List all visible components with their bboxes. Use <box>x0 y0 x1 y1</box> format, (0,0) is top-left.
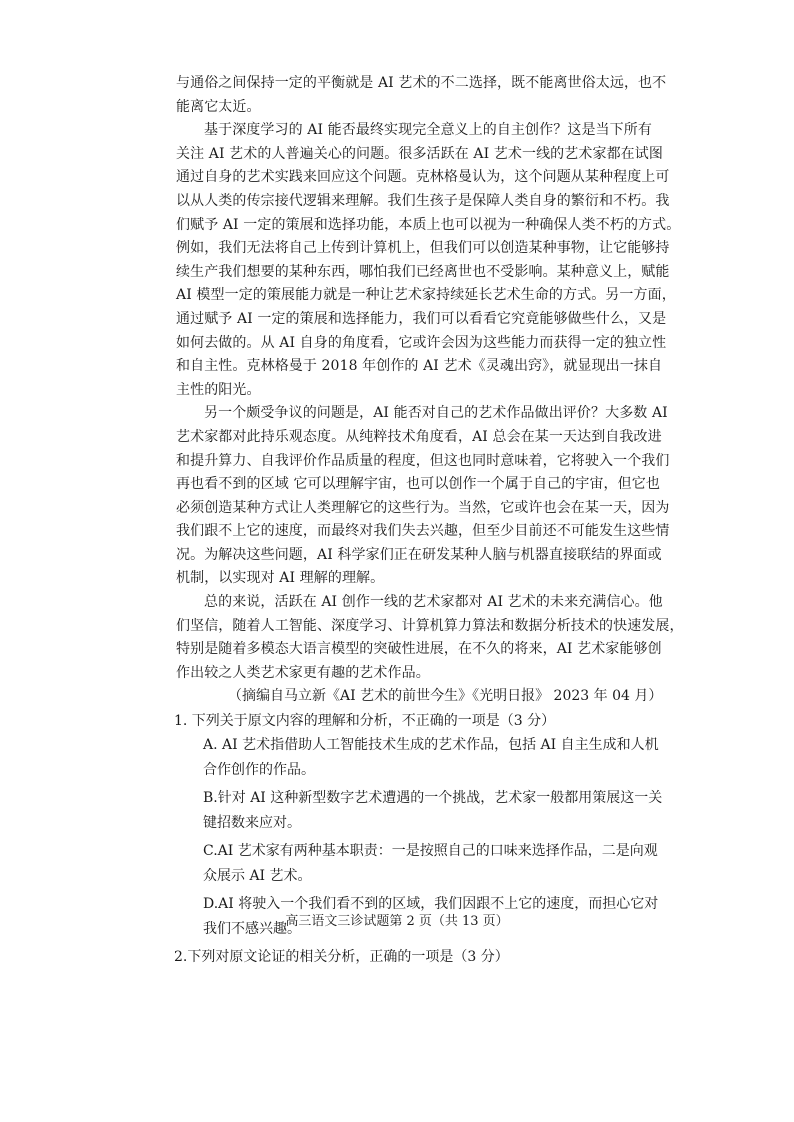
question-stem: 2.下列对原文论证的相关分析，正确的一项是（3 分） <box>174 949 509 966</box>
text-line: 续生产我们想要的某种东西，哪怕我们已经离世也不受影响。某种意义上，赋能 <box>176 263 670 280</box>
option-line: 合作创作的作品。 <box>203 761 315 778</box>
option-b <box>176 786 663 835</box>
text-line: 能离它太近。 <box>176 98 261 115</box>
text-line: 主性的阳光。 <box>176 381 261 398</box>
text-line: 作出较之人类艺术家更有趣的艺术作品。 <box>176 664 430 681</box>
text-line: 总的来说，活跃在 AI 创作一线的艺术家都对 AI 艺术的未来充满信心。他 <box>204 594 663 611</box>
text-line: 例如，我们无法将自己上传到计算机上，但我们可以创造某种事物，让它能够持 <box>176 240 670 257</box>
question-1 <box>174 709 663 941</box>
text-line: 况。为解决这些问题，AI 科学家们正在研发某种人脑与机器直接联结的界面或 <box>176 546 662 563</box>
text-line: 和自主性。克林格曼于 2018 年创作的 AI 艺术《灵魂出窍》，就显现出一抹自 <box>176 358 663 375</box>
source-citation: （摘编自马立新《AI 艺术的前世今生》《光明日报》 2023 年 04 月） <box>228 688 663 705</box>
paragraph-2 <box>176 119 681 402</box>
text-line: 关注 AI 艺术的人普遍关心的问题。很多活跃在 AI 艺术一线的艺术家都在试图 <box>176 145 663 162</box>
page-footer: 高三语文三诊试题第 2 页（共 13 页） <box>285 914 509 929</box>
text-line: 们坚信，随着人工智能、深度学习、计算机算力算法和数据分析技术的快速发展， <box>176 617 684 634</box>
text-line: 我们跟不上它的速度，而最终对我们失去兴趣，但至少目前还不可能发生这些情 <box>176 523 670 540</box>
text-line: 如何去做的。从 AI 自身的角度看，它或许会因为这些能力而获得一定的独立性 <box>176 334 667 351</box>
option-line: 键招数来应对。 <box>203 814 301 831</box>
text-line: 和提升算力、自我评价作品质量的程度，但这也同时意味着，它将驶入一个我们 <box>176 452 670 469</box>
paragraph-3 <box>176 402 670 591</box>
option-line: D.AI 将驶入一个我们看不到的区域，我们因跟不上它的速度，而担心它对 <box>203 896 659 913</box>
paragraph-1 <box>176 72 667 119</box>
text-line: 机制，以实现对 AI 理解的理解。 <box>176 570 385 587</box>
option-line: A. AI 艺术指借助人工智能技术生成的艺术作品，包括 AI 自主生成和人机 <box>203 737 659 754</box>
text-line: 另一个颇受争议的问题是，AI 能否对自己的艺术作品做出评价？大多数 AI <box>204 405 668 422</box>
text-line: 艺术家都对此持乐观态度。从纯粹技术角度看，AI 总会在某一天达到自我改进 <box>176 428 662 445</box>
option-line: B.针对 AI 这种新型数字艺术遭遇的一个挑战，艺术家一般都用策展这一关 <box>203 790 663 807</box>
option-line: C.AI 艺术家有两种基本职责：一是按照自己的口味来选择作品，二是向观 <box>203 843 658 860</box>
text-line: 再也看不到的区域 它可以理解宇宙，也可以创作一个属于自己的宇宙，但它也 <box>176 476 660 493</box>
option-line: 我们不感兴趣。 <box>203 920 301 937</box>
text-line: 基于深度学习的 AI 能否最终实现完全意义上的自主创作？这是当下所有 <box>204 122 652 139</box>
text-line: 以从人类的传宗接代逻辑来理解。我们生孩子是保障人类自身的繁衍和不朽。我 <box>176 192 670 209</box>
option-line: 众展示 AI 艺术。 <box>203 867 312 884</box>
text-line: 们赋予 AI 一定的策展和选择功能，本质上也可以视为一种确保人类不朽的方式。 <box>176 216 681 233</box>
text-line: 必须创造某种方式让人类理解它的这些行为。当然，它或许也会在某一天，因为 <box>176 499 670 516</box>
exam-page-body <box>174 72 684 969</box>
text-line: 特别是随着多模态大语言模型的突破性进展，在不久的将来，AI 艺术家能够创 <box>176 641 662 658</box>
text-line: 通过赋予 AI 一定的策展和选择能力，我们可以看看它究竟能够做些什么，又是 <box>176 310 667 327</box>
paragraph-4 <box>176 591 684 685</box>
text-line: AI 模型一定的策展能力就是一种让艺术家持续延长艺术生命的方式。另一方面， <box>176 287 676 304</box>
text-line: 通过自身的艺术实践来回应这个问题。克林格曼认为，这个问题从某种程度上可 <box>176 169 670 186</box>
option-a <box>176 733 659 782</box>
text-line: 与通俗之间保持一定的平衡就是 AI 艺术的不二选择，既不能离世俗太远，也不 <box>176 75 667 91</box>
option-c <box>176 839 658 888</box>
question-2 <box>176 945 622 969</box>
question-stem: 1. 下列关于原文内容的理解和分析，不正确的一项是（3 分） <box>174 713 556 730</box>
